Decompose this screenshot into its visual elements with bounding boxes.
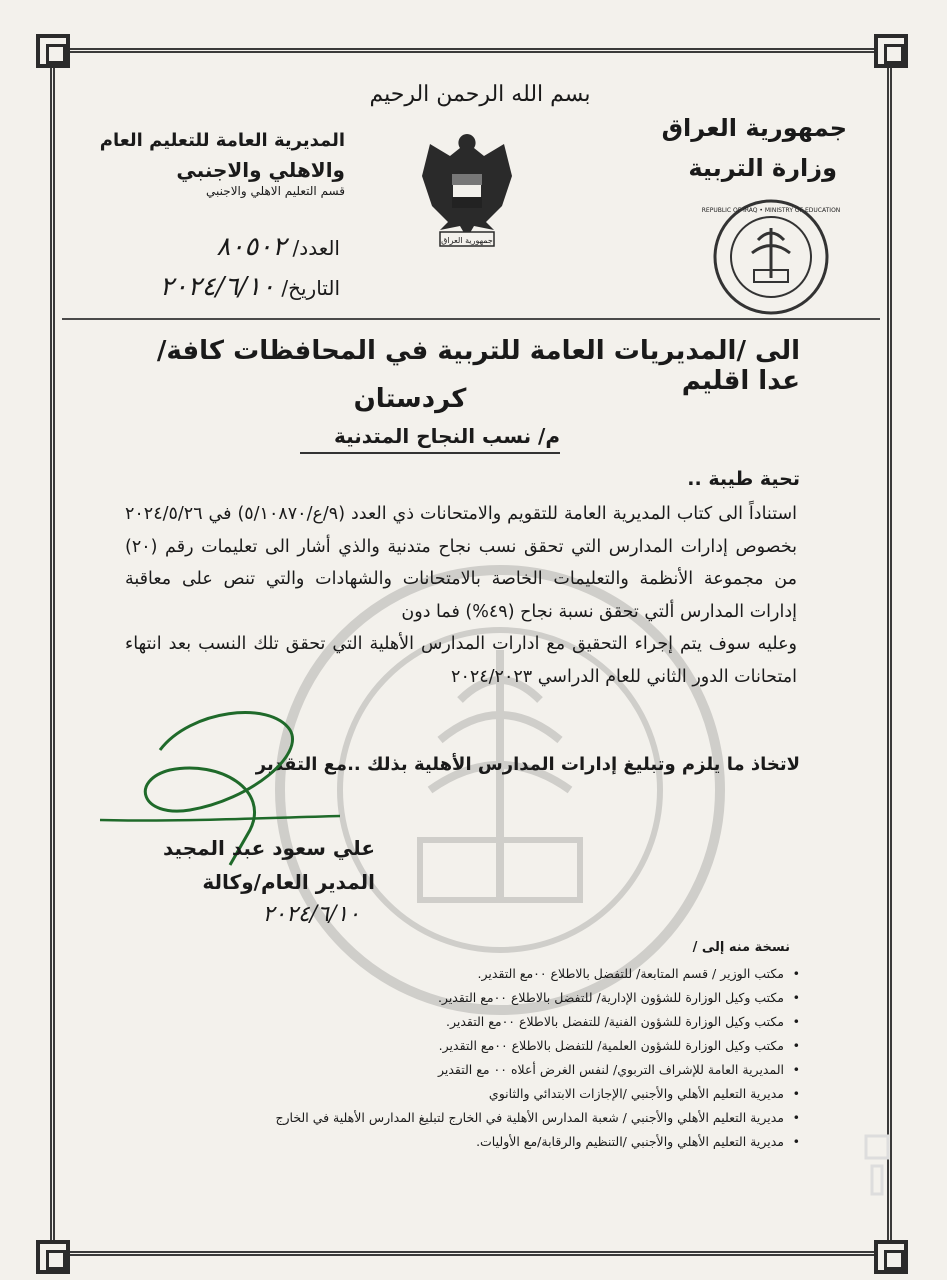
basmala: بسم الله الرحمن الرحيم — [369, 82, 591, 107]
letter-subject: م/ نسب النجاح المتدنية — [300, 424, 560, 454]
copies-list — [160, 962, 800, 1154]
border-corner-ornament — [874, 34, 908, 68]
letter-body — [125, 498, 797, 693]
header-divider — [62, 318, 880, 320]
list-item: • مكتب وكيل الوزارة للشؤون الفنية/ للتفضل بالاطلاع ٠٠مع التقدير. — [160, 1010, 800, 1034]
emblem-text: جمهورية العراق — [441, 236, 493, 245]
partial-stamp-icon — [862, 1130, 892, 1200]
border-corner-ornament — [36, 34, 70, 68]
list-item: • مكتب وكيل الوزارة للشؤون الإدارية/ للتفضل بالاطلاع ٠٠مع التقدير. — [160, 986, 800, 1010]
date-value: ٢٠٢٤/٦/١٠ — [159, 272, 275, 302]
border-corner-ornament — [36, 1240, 70, 1274]
list-item: • مديرية التعليم الأهلي والأجنبي /الإجازات الابتدائي والثانوي — [160, 1082, 800, 1106]
greeting: تحية طيبة .. — [687, 468, 800, 490]
department-name: قسم التعليم الاهلي والاجنبي — [206, 184, 345, 198]
list-item: • مديرية التعليم الأهلي والأجنبي / شعبة المدارس الأهلية في الخارج لتبليغ المدارس الأهلية في الخارج — [160, 1106, 800, 1130]
ministry-name: وزارة التربية — [688, 154, 837, 182]
recipient-line-2: كردستان — [353, 384, 467, 414]
list-item: • مكتب الوزير / قسم المتابعة/ للتفضل بالاطلاع ٠٠مع التقدير. — [160, 962, 800, 986]
signatory-title: المدير العام/وكالة — [202, 870, 375, 894]
signatory-name: علي سعود عبد المجيد — [163, 836, 375, 860]
closing-line: لاتخاذ ما يلزم وتبليغ إدارات المدارس الأهلية بذلك ..مع التقدير — [255, 754, 800, 775]
list-item: • المديرية العامة للإشراف التربوي/ لنفس الغرض أعلاه ٠٠ مع التقدير — [160, 1058, 800, 1082]
border-corner-ornament — [874, 1240, 908, 1274]
directorate-subname: والاهلي والاجنبي — [176, 158, 345, 182]
signature-date: ٢٠٢٤/٦/١٠ — [262, 902, 360, 927]
seal-text: REPUBLIC OF IRAQ • MINISTRY OF EDUCATION — [701, 207, 841, 214]
date-label: التاريخ/ — [281, 276, 340, 300]
list-item: • مديرية التعليم الأهلي والأجنبي /التنظيم والرقابة/مع الأوليات. — [160, 1130, 800, 1154]
reference-number — [90, 232, 340, 262]
directorate-name: المديرية العامة للتعليم العام — [99, 130, 345, 151]
reference-date — [80, 272, 340, 302]
list-item: • مكتب وكيل الوزارة للشؤون العلمية/ للتفضل بالاطلاع ٠٠مع التقدير. — [160, 1034, 800, 1058]
ministry-seal-icon — [701, 198, 841, 316]
copies-heading: نسخة منه إلى / — [692, 940, 790, 955]
republic-name: جمهورية العراق — [661, 114, 847, 142]
recipient-line-1: الى /المديريات العامة للتربية في المحافظات كافة/عدا اقليم — [156, 336, 800, 396]
number-label: العدد/ — [292, 236, 340, 260]
body-paragraph-2: وعليه سوف يتم إجراء التحقيق مع ادارات المدارس الأهلية التي تحقق تلك النسب بعد انتهاء امتحانات الدور الثاني للعام الدراسي ٢٠٢٤/٢٠٢٣ — [125, 634, 797, 687]
body-paragraph-1: استناداً الى كتاب المديرية العامة للتقويم والامتحانات ذي العدد (٩/ع/٥/١٠٨٧٠) في ٢٠٢٤/٥/٢٦ بخصوص إدارات المدارس التي تحقق نسب نجاح متدنية والذي أشار الى تعليمات رقم (٢٠) من مجموعة الأنظمة والتعليمات الخاصة بالامتحانات والشهادات والتي تنص على معاقبة إدارات المدارس ألتي تحقق نسبة نجاح (٤٩%) فما دون — [125, 504, 797, 622]
number-value: ٨٠٥٠٢ — [216, 232, 287, 262]
iraq-eagle-emblem-icon — [410, 126, 524, 254]
